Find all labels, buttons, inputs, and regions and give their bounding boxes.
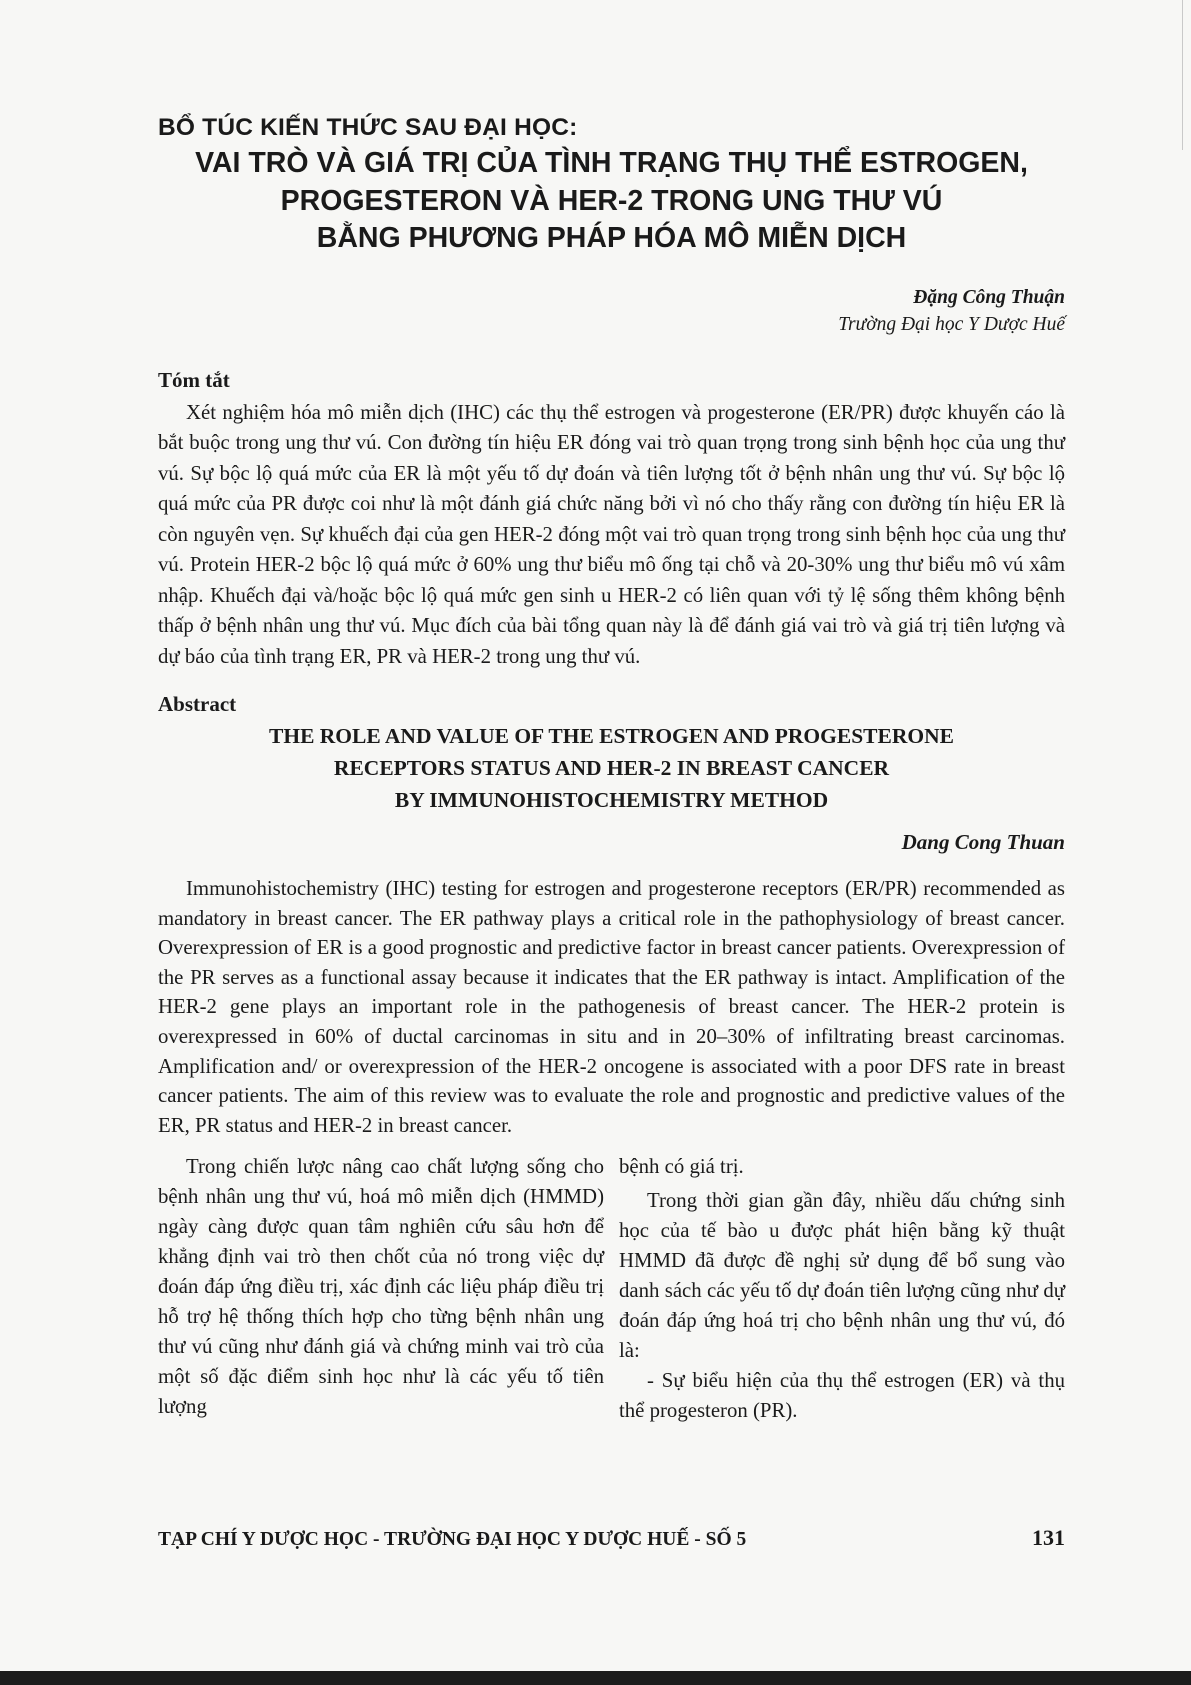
abstract-heading: Abstract [158,692,237,716]
author-name: Đặng Công Thuận [913,286,1065,308]
body-paragraph: Trong thời gian gần đây, nhiều dấu chứng sinh học của tế bào u được phát hiện bằng kỹ thuật HMMD đã được đề nghị sử dụng để bổ sung vào danh sách các yếu tố dự đoán tiên lượng cũng như dự đoán đáp ứng hoá trị cho bệnh nhân ung thư vú, đó là: [619,1189,1065,1363]
body-paragraph: Trong chiến lược nâng cao chất lượng sống cho bệnh nhân ung thư vú, hoá mô miễn dịch (HMMD) ngày càng được quan tâm nghiên cứu sâu hơn để khẳng định vai trò then chốt của nó trong việc dự đoán đáp ứng điều trị, xác định các liệu pháp điều trị hỗ trợ hệ thống thích hợp cho từng bệnh nhân ung thư vú cũng như đánh giá và chứng minh vai trò của một số đặc điểm sinh học như là các yếu tố tiên lượng [158,1155,604,1419]
english-title-line: BY IMMUNOHISTOCHEMISTRY METHOD [394,788,829,812]
article-page [158,113,1065,1426]
scan-bottom-band [0,1671,1191,1685]
author-affiliation: Trường Đại học Y Dược Huế [838,313,1065,335]
summary-paragraph: Xét nghiệm hóa mô miễn dịch (IHC) các thụ thể estrogen và progesterone (ER/PR) được khuyến cáo là bắt buộc trong ung thư vú. Con đường tín hiệu ER đóng vai trò quan trọng trong sinh bệnh học của ung thư vú. Sự bộc lộ quá mức của ER là một yếu tố dự đoán và tiên lượng tốt ở bệnh nhân ung thư vú. Sự bộc lộ quá mức của PR được coi như là một đánh giá chức năng bởi vì nó cho thấy rằng con đường tín hiệu ER là còn nguyên vẹn. Sự khuếch đại của gen HER-2 đóng một vai trò quan trọng trong sinh bệnh học của ung thư vú. Protein HER-2 bộc lộ quá mức ở 60% ung thư biểu mô ống tại chỗ và 20-30% ung thư biểu mô vú xâm nhập. Khuếch đại và/hoặc bộc lộ quá mức gen sinh u HER-2 có liên quan với tỷ lệ sống thêm không bệnh thấp ở bệnh nhân ung thư vú. Mục đích của bài tổng quan này là để đánh giá vai trò và giá trị tiên lượng và dự báo của tình trạng ER, PR và HER-2 trong ung thư vú. [158,400,1065,668]
page-number: 131 [1032,1525,1065,1550]
author-block [158,284,1065,338]
abstract-section [158,874,1065,1140]
english-author: Dang Cong Thuan [901,830,1065,854]
article-title-line: VAI TRÒ VÀ GIÁ TRỊ CỦA TÌNH TRẠNG THỤ THỂ ESTROGEN, [195,147,1028,179]
body-columns [158,1152,1065,1426]
english-title [158,720,1065,816]
scan-edge-line [1182,0,1183,150]
english-title-line: RECEPTORS STATUS AND HER-2 IN BREAST CANCER [333,756,890,780]
right-column [619,1152,1065,1426]
body-paragraph: - Sự biểu hiện của thụ thể estrogen (ER) và thụ thể progesteron (PR). [619,1369,1065,1423]
english-title-line: THE ROLE AND VALUE OF THE ESTROGEN AND PROGESTERONE [269,724,954,748]
article-title-line: PROGESTERON VÀ HER-2 TRONG UNG THƯ VÚ [280,184,943,217]
summary-section [158,398,1065,673]
page-footer [158,1525,1065,1551]
article-title-line: BẰNG PHƯƠNG PHÁP HÓA MÔ MIỄN DỊCH [316,222,907,254]
body-paragraph: bệnh có giá trị. [619,1155,744,1179]
article-title [158,145,1065,258]
section-kicker: BỔ TÚC KIẾN THỨC SAU ĐẠI HỌC: [158,114,578,141]
journal-name: TẠP CHÍ Y DƯỢC HỌC - TRƯỜNG ĐẠI HỌC Y DƯỢC HUẾ - SỐ 5 [158,1529,747,1550]
left-column [158,1152,604,1426]
summary-heading: Tóm tắt [158,367,230,392]
abstract-paragraph: Immunohistochemistry (IHC) testing for estrogen and progesterone receptors (ER/PR) recommended as mandatory in breast cancer. The ER pathway plays a critical role in the pathophysiology of breast cancer. Overexpression of ER is a good prognostic and predictive factor in breast cancer patients. Overexpression of the PR serves as a functional assay because it indicates that the ER pathway is intact. Amplification of the HER-2 gene plays an important role in the pathogenesis of breast cancer. The HER-2 protein is overexpressed in 60% of ductal carcinomas in situ and in 20–30% of infiltrating breast carcinomas. Amplification and/ or overexpression of the HER-2 oncogene is associated with a poor DFS rate in breast cancer patients. The aim of this review was to evaluate the role and prognostic and predictive values of the ER, PR status and HER-2 in breast cancer. [158,877,1065,1137]
